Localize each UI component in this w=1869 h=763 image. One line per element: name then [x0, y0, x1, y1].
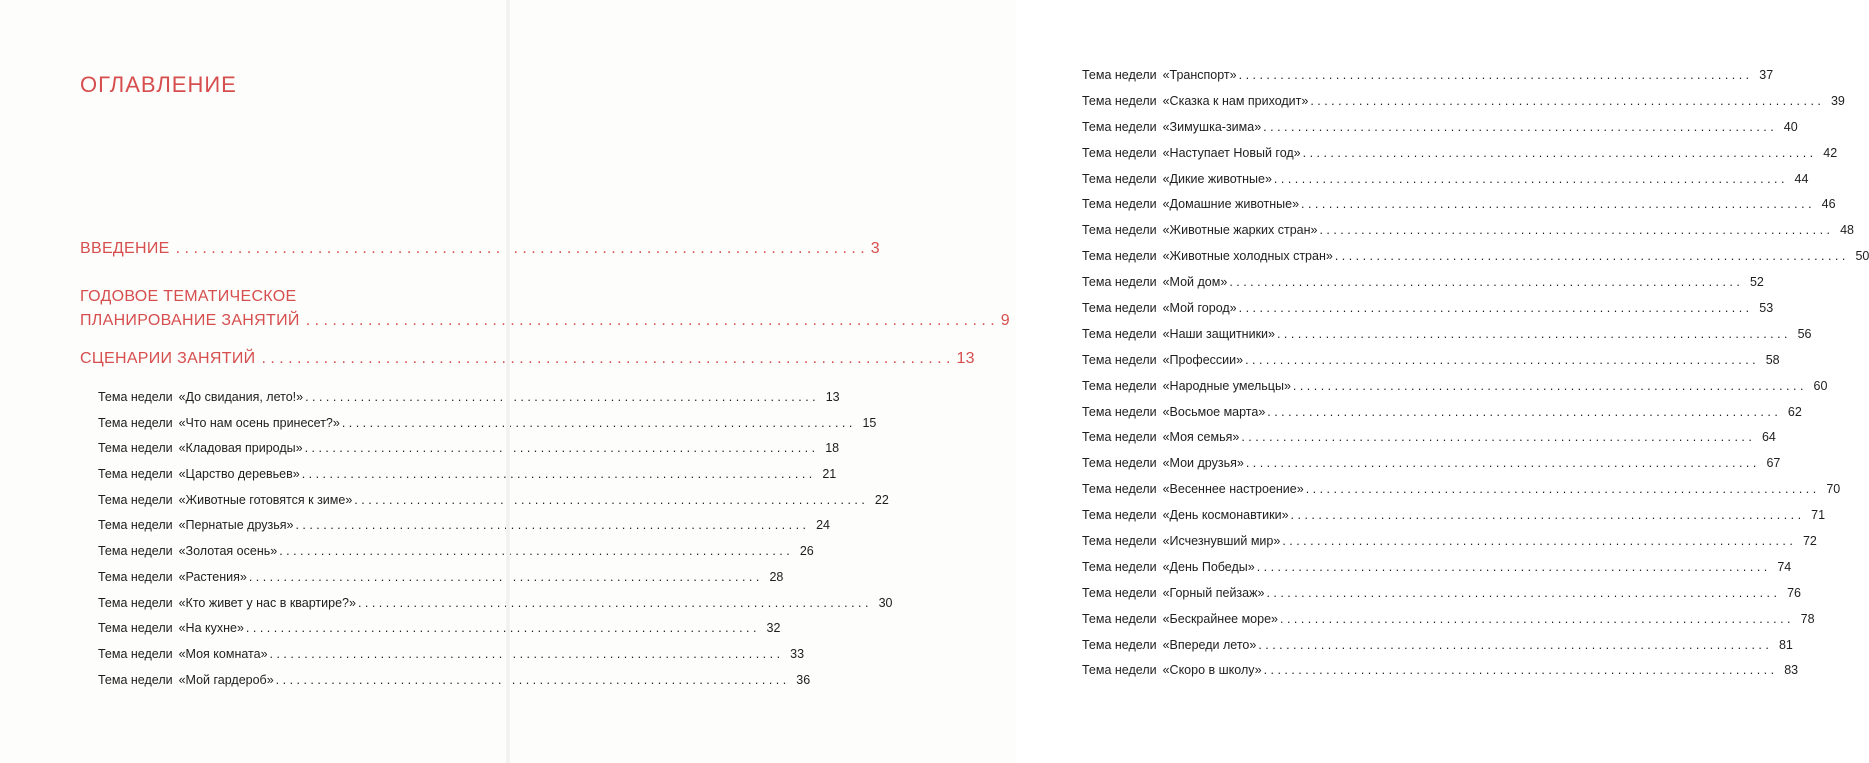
entry-title: «Золотая осень»: [178, 544, 278, 559]
dot-leader: [1282, 534, 1793, 548]
toc-entry[interactable]: [1082, 508, 1826, 534]
toc-entry[interactable]: [98, 646, 805, 673]
entry-title: «Сказка к нам приходит»: [1162, 93, 1309, 108]
entry-title: «Народные умельцы»: [1162, 378, 1291, 393]
dot-leader: [1306, 482, 1817, 496]
toc-entry[interactable]: [98, 544, 814, 570]
entry-prefix: Тема недели: [98, 492, 173, 507]
section-page-number: 13: [956, 350, 975, 367]
entry-prefix: Тема недели: [98, 569, 173, 584]
toc-entry[interactable]: [1082, 301, 1774, 327]
entry-title: «День Победы»: [1162, 559, 1255, 574]
right-topic-list: [1082, 68, 1869, 689]
entry-title: «Мой город»: [1162, 301, 1237, 316]
toc-entry[interactable]: [1082, 663, 1799, 689]
left-topic-list: [98, 390, 893, 698]
right-page: [508, 0, 1869, 763]
dot-leader: [1239, 68, 1750, 82]
entry-prefix: Тема недели: [1082, 482, 1157, 497]
entry-prefix: Тема недели: [98, 467, 173, 482]
entry-title: «Весеннее настроение»: [1162, 482, 1304, 497]
entry-page-number: 53: [1759, 301, 1774, 316]
entry-page-number: 32: [766, 621, 781, 636]
toc-entry[interactable]: [1082, 93, 1845, 120]
toc-entry[interactable]: [98, 595, 893, 622]
toc-entry[interactable]: [98, 672, 811, 699]
entry-page-number: 48: [1840, 223, 1854, 238]
entry-prefix: Тема недели: [98, 415, 173, 430]
entry-prefix: Тема недели: [1082, 378, 1157, 393]
entry-page-number: 44: [1794, 171, 1809, 186]
dot-leader: [1258, 638, 1769, 652]
entry-page-number: 74: [1777, 559, 1792, 574]
dot-leader: [1291, 508, 1802, 522]
dot-leader: [1229, 275, 1740, 289]
toc-entry[interactable]: [98, 415, 877, 442]
dot-leader: [1277, 327, 1788, 341]
entry-title: «Царство деревьев»: [178, 467, 300, 482]
entry-title: «Транспорт»: [1162, 68, 1237, 82]
entry-page-number: 56: [1797, 326, 1812, 341]
toc-entry[interactable]: [98, 441, 840, 467]
entry-page-number: 18: [825, 441, 840, 456]
entry-title: «Кто живет у нас в квартире?»: [178, 595, 356, 610]
dot-leader: [1239, 301, 1750, 315]
entry-title: «На кухне»: [178, 621, 244, 636]
toc-entry[interactable]: [98, 518, 830, 544]
section-annual-planning[interactable]: [80, 285, 1010, 333]
entry-page-number: 21: [822, 467, 837, 482]
entry-prefix: Тема недели: [98, 595, 173, 610]
entry-prefix: Тема недели: [1082, 197, 1157, 212]
entry-page-number: 70: [1826, 482, 1841, 497]
entry-page-number: 15: [862, 415, 877, 430]
entry-prefix: Тема недели: [1082, 119, 1157, 134]
entry-title: «Растения»: [178, 569, 247, 584]
entry-page-number: 36: [796, 672, 811, 687]
toc-entry[interactable]: [1082, 119, 1798, 146]
entry-prefix: Тема недели: [1082, 430, 1157, 445]
toc-entry[interactable]: [1082, 456, 1781, 482]
entry-title: «Моя семья»: [1162, 430, 1240, 445]
entry-title: «Скоро в школу»: [1162, 663, 1262, 678]
dot-leader: [1263, 120, 1774, 134]
toc-entry[interactable]: [98, 390, 840, 416]
dot-leader: [1310, 94, 1821, 108]
entry-title: «Восьмое марта»: [1162, 404, 1266, 419]
toc-entry[interactable]: [1082, 430, 1776, 456]
section-page-number: 9: [1000, 312, 1010, 329]
entry-prefix: Тема недели: [1082, 326, 1157, 341]
toc-entry[interactable]: [1082, 534, 1817, 560]
toc-entry[interactable]: [98, 467, 837, 493]
entry-title: «До свидания, лето!»: [178, 390, 304, 404]
dot-leader: [1257, 560, 1768, 574]
entry-prefix: Тема недели: [98, 646, 173, 661]
entry-prefix: Тема недели: [1082, 508, 1157, 523]
entry-title: «Домашние животные»: [1162, 197, 1300, 212]
dot-leader: [1301, 197, 1812, 211]
toc-entry[interactable]: [1082, 378, 1828, 405]
entry-prefix: Тема недели: [98, 672, 173, 687]
entry-title: «Наступает Новый год»: [1162, 145, 1301, 160]
entry-title: «Животные жарких стран»: [1162, 223, 1318, 238]
entry-page-number: 39: [1830, 93, 1845, 108]
entry-page-number: 83: [1784, 663, 1799, 678]
entry-prefix: Тема недели: [1082, 611, 1157, 626]
toc-entry[interactable]: [1082, 223, 1854, 249]
entry-title: «Бескрайнее море»: [1162, 611, 1278, 626]
toc-entry[interactable]: [98, 621, 781, 647]
section-page-number: 3: [870, 240, 880, 257]
entry-page-number: 72: [1802, 534, 1817, 549]
entry-title: «Кладовая природы»: [178, 441, 303, 456]
toc-entry[interactable]: [1082, 585, 1801, 612]
entry-page-number: 58: [1765, 352, 1780, 367]
entry-prefix: Тема недели: [98, 518, 173, 533]
dot-leader: [1241, 430, 1752, 444]
entry-page-number: 13: [825, 390, 840, 404]
entry-prefix: Тема недели: [1082, 275, 1157, 290]
entry-page-number: 28: [769, 569, 784, 584]
toc-entry[interactable]: [1082, 249, 1869, 275]
entry-title: «Пернатые друзья»: [178, 518, 294, 533]
entry-page-number: 42: [1823, 145, 1838, 160]
entry-page-number: 67: [1766, 456, 1781, 471]
entry-title: «Мои друзья»: [1162, 456, 1244, 471]
entry-prefix: Тема недели: [98, 621, 173, 636]
toc-entry[interactable]: [1082, 197, 1836, 223]
entry-page-number: 26: [799, 544, 814, 559]
entry-prefix: Тема недели: [1082, 223, 1157, 238]
entry-prefix: Тема недели: [1082, 93, 1157, 108]
dot-leader: [1246, 456, 1757, 470]
entry-title: «Что нам осень принесет?»: [178, 415, 340, 430]
entry-title: «Мой дом»: [1162, 275, 1228, 290]
dot-leader: [1264, 663, 1775, 677]
entry-page-number: 71: [1811, 508, 1826, 523]
entry-page-number: 22: [874, 492, 889, 507]
section-label-line-1: ГОДОВОЕ ТЕМАТИЧЕСКОЕ: [80, 288, 297, 305]
toc-entry[interactable]: [1082, 171, 1809, 198]
entry-title: «Впереди лето»: [1162, 637, 1257, 652]
section-introduction[interactable]: [80, 240, 880, 258]
section-lesson-scenarios[interactable]: [80, 350, 975, 368]
entry-page-number: 33: [790, 646, 805, 661]
entry-prefix: Тема недели: [1082, 352, 1157, 367]
dot-leader: [1267, 405, 1778, 419]
dot-leader: [1245, 353, 1756, 367]
entry-prefix: Тема недели: [1082, 637, 1157, 652]
entry-prefix: Тема недели: [98, 441, 173, 456]
dot-leader: [1303, 146, 1814, 160]
entry-prefix: Тема недели: [1082, 534, 1157, 549]
entry-prefix: Тема недели: [98, 390, 173, 404]
entry-title: «День космонавтики»: [1162, 508, 1289, 523]
toc-title: ОГЛАВЛЕНИЕ: [80, 72, 237, 97]
entry-page-number: 60: [1813, 378, 1828, 393]
entry-prefix: Тема недели: [1082, 559, 1157, 574]
dot-leader: [1274, 172, 1785, 186]
toc-entry[interactable]: [1082, 68, 1774, 94]
entry-page-number: 78: [1800, 611, 1815, 626]
entry-prefix: Тема недели: [1082, 456, 1157, 471]
toc-entry[interactable]: [1082, 352, 1780, 379]
dot-leader: [1335, 249, 1846, 263]
section-label: ВВЕДЕНИЕ: [80, 240, 170, 257]
dot-leader: [1293, 379, 1804, 393]
section-label: СЦЕНАРИИ ЗАНЯТИЙ: [80, 350, 256, 367]
entry-title: «Дикие животные»: [1162, 171, 1272, 186]
dot-leader: [1319, 223, 1830, 237]
entry-title: «Животные готовятся к зиме»: [178, 492, 353, 507]
entry-prefix: Тема недели: [1082, 404, 1157, 419]
entry-prefix: Тема недели: [1082, 663, 1157, 678]
toc-entry[interactable]: [1082, 611, 1815, 638]
entry-page-number: 64: [1761, 430, 1776, 445]
entry-title: «Моя комната»: [178, 646, 268, 661]
entry-prefix: Тема недели: [1082, 301, 1157, 316]
section-label-line-2: ПЛАНИРОВАНИЕ ЗАНЯТИЙ: [80, 312, 300, 329]
entry-prefix: Тема недели: [1082, 585, 1157, 600]
entry-prefix: Тема недели: [1082, 171, 1157, 186]
entry-page-number: 46: [1821, 197, 1836, 212]
entry-title: «Животные холодных стран»: [1162, 249, 1333, 264]
toc-entry[interactable]: [98, 569, 784, 596]
entry-page-number: 76: [1787, 585, 1801, 600]
toc-entry[interactable]: [1082, 275, 1764, 301]
entry-page-number: 81: [1778, 637, 1793, 652]
entry-prefix: Тема недели: [98, 544, 173, 559]
entry-page-number: 24: [816, 518, 830, 533]
entry-page-number: 62: [1787, 404, 1802, 419]
entry-page-number: 50: [1855, 249, 1869, 264]
toc-entry[interactable]: [98, 492, 889, 519]
entry-page-number: 40: [1783, 119, 1798, 134]
dot-leader: [1266, 586, 1777, 600]
entry-title: «Профессии»: [1162, 352, 1244, 367]
toc-entry[interactable]: [1082, 637, 1793, 664]
entry-title: «Мой гардероб»: [178, 672, 274, 687]
toc-entry[interactable]: [1082, 559, 1792, 586]
entry-page-number: 37: [1759, 68, 1774, 82]
entry-title: «Исчезнувший мир»: [1162, 534, 1281, 549]
entry-title: «Зимушка-зима»: [1162, 119, 1262, 134]
entry-prefix: Тема недели: [1082, 68, 1157, 82]
entry-title: «Наши защитники»: [1162, 326, 1275, 341]
entry-prefix: Тема недели: [1082, 145, 1157, 160]
dot-leader: [1280, 612, 1791, 626]
toc-entry[interactable]: [1082, 404, 1802, 431]
toc-entry[interactable]: [1082, 482, 1841, 508]
entry-page-number: 52: [1749, 275, 1764, 290]
toc-entry[interactable]: [1082, 326, 1812, 353]
entry-prefix: Тема недели: [1082, 249, 1157, 264]
toc-entry[interactable]: [1082, 145, 1838, 172]
entry-page-number: 30: [878, 595, 893, 610]
entry-title: «Горный пейзаж»: [1162, 585, 1265, 600]
